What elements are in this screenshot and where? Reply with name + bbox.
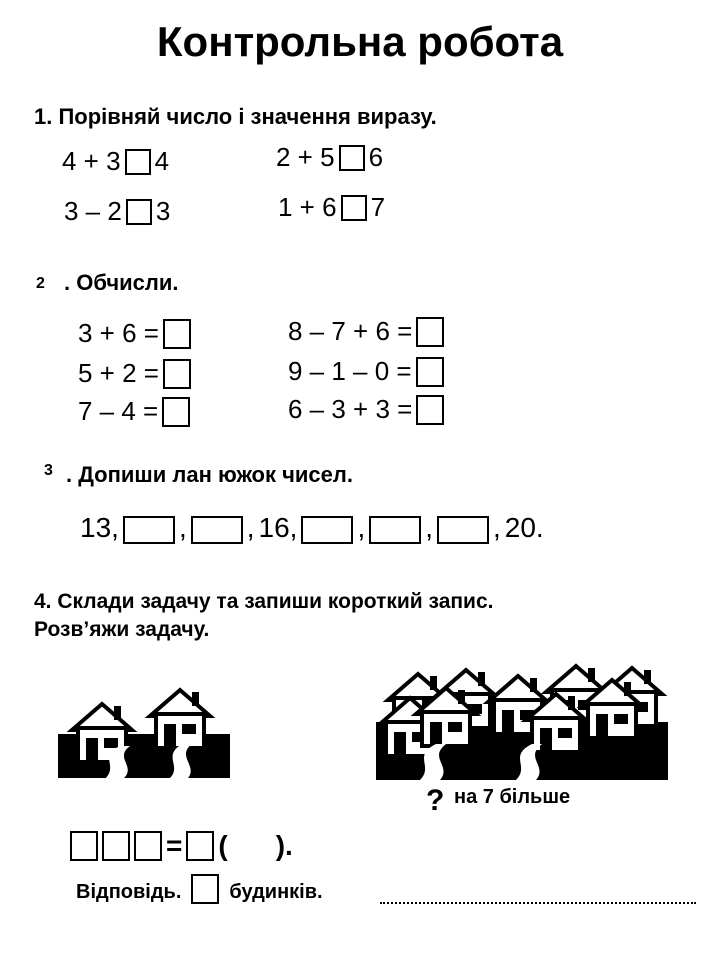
sequence-comma: , <box>357 512 366 543</box>
task2-item-2-expr: 8 – 7 + 6 = <box>288 316 413 346</box>
formula-box-1[interactable] <box>70 831 98 861</box>
formula-paren-close: ). <box>275 830 293 861</box>
page-title: Контрольна робота <box>156 18 564 65</box>
task4-text <box>34 588 493 644</box>
task1-item-1-answer-box[interactable] <box>125 149 151 175</box>
formula-equals: = <box>166 830 183 861</box>
house-icon <box>150 690 210 748</box>
task1-item-2-right: 6 <box>368 142 384 172</box>
sequence-number-20: 20. <box>504 512 544 543</box>
sequence-blank-4[interactable] <box>369 516 421 544</box>
task1-item-4 <box>278 192 385 223</box>
task1-item-2-left: 2 + 5 <box>276 142 335 172</box>
sequence-comma: , <box>493 512 501 543</box>
solution-formula <box>70 830 293 862</box>
question-mark: ? <box>426 784 445 817</box>
village-many-houses-picture <box>376 662 668 780</box>
formula-box-3[interactable] <box>134 831 162 861</box>
formula-result-box[interactable] <box>186 831 214 861</box>
task1-item-4-answer-box[interactable] <box>341 195 367 221</box>
task1-heading: 1. Порівняй число і значення виразу. <box>34 104 437 129</box>
task1-item-3 <box>64 196 170 227</box>
sequence-blank-5[interactable] <box>437 516 489 544</box>
village-two-houses-picture <box>58 686 230 778</box>
task1-item-4-left: 1 + 6 <box>278 192 337 222</box>
task1-item-2-answer-box[interactable] <box>339 145 365 171</box>
task1-item-1 <box>62 146 169 177</box>
task1-item-4-right: 7 <box>370 192 386 222</box>
formula-paren-open: ( <box>218 830 228 861</box>
task2-item-6 <box>288 394 444 425</box>
task2-item-5-expr: 7 – 4 = <box>78 396 159 426</box>
sequence-number-16: 16, <box>258 512 298 543</box>
sequence-number-13: 13, <box>80 512 119 543</box>
sequence-comma: , <box>178 512 187 543</box>
task1-item-3-right: 3 <box>155 196 171 226</box>
task1-item-3-left: 3 – 2 <box>64 196 122 226</box>
task2-item-4 <box>288 356 444 387</box>
task2-item-2-answer-box[interactable] <box>416 317 444 347</box>
task2-number: 2 <box>36 275 45 292</box>
answer-label: Відповідь. <box>76 881 182 903</box>
task2-item-3 <box>78 358 191 389</box>
task2-item-2 <box>288 316 444 347</box>
task4-line-2: Розв’яжи задачу. <box>34 618 210 641</box>
task2-item-6-answer-box[interactable] <box>416 395 444 425</box>
sequence-blank-2[interactable] <box>191 516 243 544</box>
task1-item-1-left: 4 + 3 <box>62 146 121 176</box>
sequence-blank-1[interactable] <box>123 516 175 544</box>
task1-item-1-right: 4 <box>154 146 170 176</box>
task3-number: 3 <box>44 462 53 479</box>
task2-item-5-answer-box[interactable] <box>162 397 190 427</box>
task2-item-1-answer-box[interactable] <box>163 319 191 349</box>
task2-item-1-expr: 3 + 6 = <box>78 318 159 348</box>
task3-heading: . Допиши лан южок чисел. <box>66 462 353 487</box>
sequence-blank-3[interactable] <box>301 516 353 544</box>
answer-box[interactable] <box>191 874 219 904</box>
sequence-comma: , <box>425 512 433 543</box>
task2-item-6-expr: 6 – 3 + 3 = <box>288 394 413 424</box>
formula-box-2[interactable] <box>102 831 130 861</box>
answer-unit: будинків. <box>229 881 323 903</box>
task1-item-3-answer-box[interactable] <box>126 199 152 225</box>
answer-line <box>76 874 323 904</box>
task2-item-5 <box>78 396 190 427</box>
task2-item-1 <box>78 318 191 349</box>
task2-item-3-answer-box[interactable] <box>163 359 191 389</box>
task2-item-3-expr: 5 + 2 = <box>78 358 159 388</box>
task3-sequence <box>80 512 544 544</box>
task1-item-2 <box>276 142 383 173</box>
more-label: на 7 більше <box>454 786 571 808</box>
task2-item-4-expr: 9 – 1 – 0 = <box>288 356 412 386</box>
answer-dotted-line <box>380 902 696 904</box>
task2-item-4-answer-box[interactable] <box>416 357 444 387</box>
task2-heading: . Обчисли. <box>64 270 179 295</box>
task4-line-1: 4. Склади задачу та запиши короткий запис. <box>34 590 494 613</box>
sequence-comma: , <box>246 512 255 543</box>
